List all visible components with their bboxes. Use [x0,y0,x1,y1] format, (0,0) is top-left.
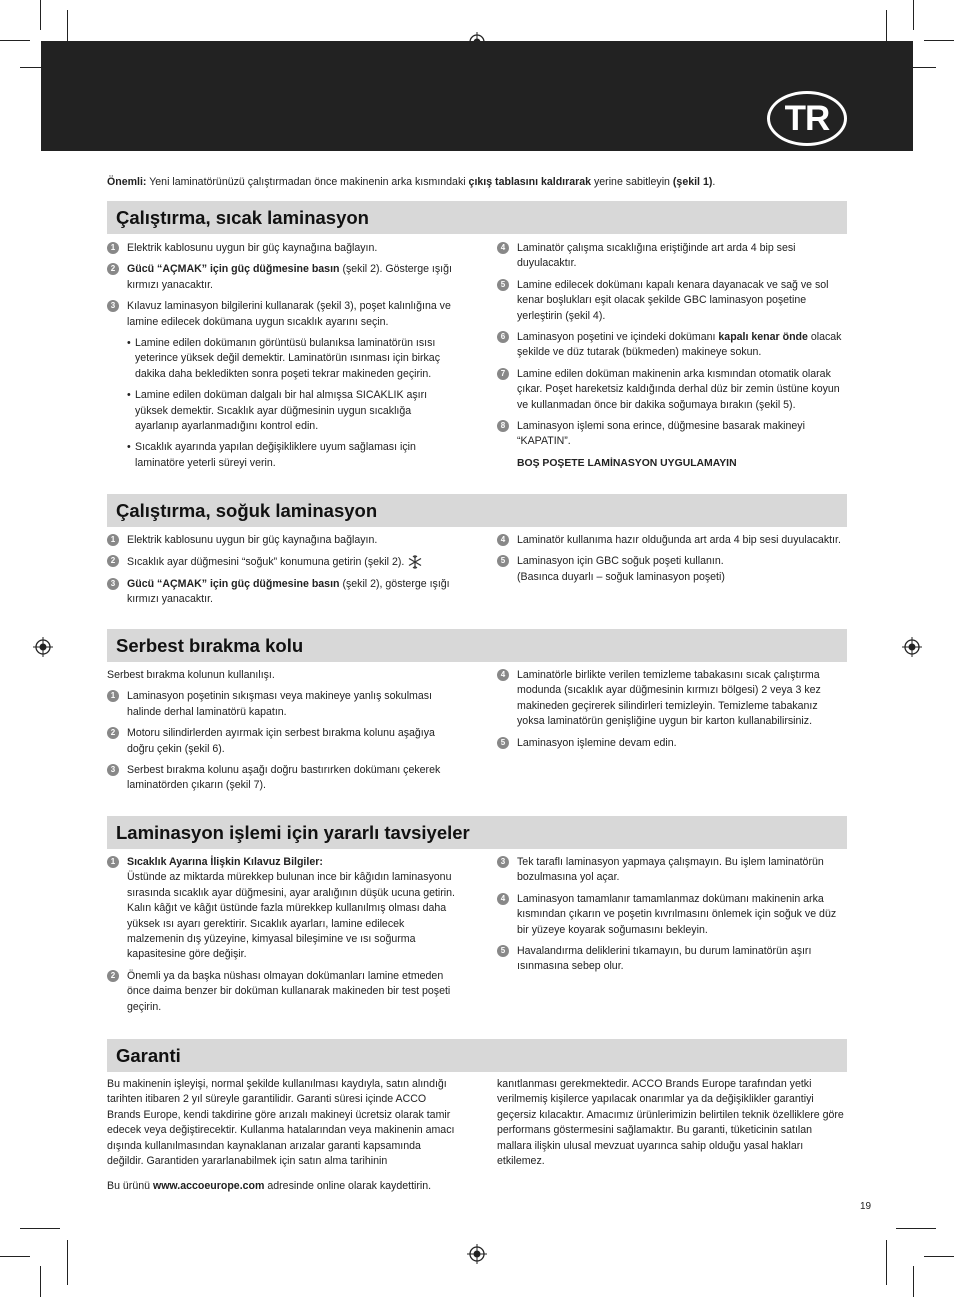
page-number: 19 [860,1201,872,1212]
bullet-item: • Sıcaklık ayarında yapılan değişikliklere uyum sağlaması için laminatöre yeterli süreyi verin. [107,440,457,471]
release-right-column [497,668,847,757]
list-item: 5 Havalandırma deliklerini tıkamayın, bu durum laminatörün aşırı ısınmasına sebep olur. [497,944,847,975]
list-item: 3 Serbest bırakma kolunu aşağı doğru bastırırken dokümanı çekerek laminatörden çıkarın (şekil 7). [107,763,457,794]
language-badge: TR [767,91,847,146]
list-item: 8 Laminasyon işlemi sona erince, düğmesine basarak makineyi “KAPATIN”. [497,419,847,450]
warranty-right-column [497,1077,847,1175]
registration-mark-icon [902,637,922,657]
list-item: 2 Gücü “AÇMAK” için güç düğmesine basın (şekil 2). Gösterge ışığı kırmızı yanacaktır. [107,262,457,293]
list-item: 3 Kılavuz laminasyon bilgilerini kullanarak (şekil 3), poşet kalınlığına ve lamine edilecek dokümana uygun sıcaklık ayarını seçin. [107,299,457,330]
bullet-item: • Lamine edilen dokümanın görüntüsü bulanıksa laminatörün ısısı yeterince yüksek değil demektir. Laminatörün ısınması için birkaç dakika daha bekledikten sonra poşeti tekrar makineden geçirin. [107,336,457,382]
registration-mark-icon [467,1244,487,1264]
crop-mark [0,40,30,41]
crop-mark [924,1256,954,1257]
list-item: 4 Laminatörle birlikte verilen temizleme tabakasını sıcak çalıştırma modunda (sıcaklık ayar düğmesinin kırmızı bölgesi) 2 veya 3 kez makineden geçirerek silindirleri temizleyin. Temizleme tabakanız yoksa laminatörün genişliğine uygun bir karton kullanabilirsiniz. [497,668,847,730]
list-item: 3 Gücü “AÇMAK” için güç düğmesine basın (şekil 2), gösterge ışığı kırmızı yanacaktır. [107,577,457,608]
cold-left-column [107,533,457,613]
hot-left-column [107,241,457,477]
cold-right-column [497,533,857,591]
tips-left-column [107,855,457,1021]
section-header-warranty: Garanti [107,1039,847,1072]
crop-mark [913,0,914,30]
website-link[interactable]: www.accoeurope.com [152,1180,265,1193]
list-item: 1 Laminasyon poşetinin sıkışması veya makineye yanlış sokulması halinde derhal laminatörü kapatın. [107,689,457,720]
snowflake-icon [407,554,423,570]
crop-mark [40,0,41,30]
registration-note: Bu ürünü www.accoeurope.com adresinde online olarak kaydettirin. [107,1180,432,1193]
list-item: 3 Tek taraflı laminasyon yapmaya çalışmayın. Bu işlem laminatörün bozulmasına yol açar. [497,855,847,886]
section-lead: Serbest bırakma kolunun kullanılışı. [107,669,275,681]
crop-mark [20,1228,60,1229]
registration-mark-icon [33,637,53,657]
list-item: 2 Sıcaklık ayar düğmesini “soğuk” konumuna getirin (şekil 2). [107,554,457,570]
list-item: 2 Önemli ya da başka nüshası olmayan dokümanları lamine etmeden önce daima benzer bir doküman kullanarak makineden bir test poşeti geçirin. [107,969,457,1015]
list-item: 4 Laminatör kullanıma hazır olduğunda art arda 4 bip sesi duyulacaktır. [497,533,857,548]
list-item: 7 Lamine edilen doküman makinenin arka kısmından otomatik olarak çıkar. Poşet hareketsiz kaldığında derhal düz bir zemin üstüne koyun ve kullanmadan önce bir dakika soğumaya bırakın (şekil 5). [497,367,847,413]
section-header-cold: Çalıştırma, soğuk laminasyon [107,494,847,527]
intro-note: Önemli: Yeni laminatörünüzü çalıştırmadan önce makinenin arka kısmındaki çıkış tablasını kaldırarak yerine sabitleyin (şekil 1). [107,176,716,188]
crop-mark [896,1228,936,1229]
section-header-hot: Çalıştırma, sıcak laminasyon [107,201,847,234]
list-item: 5 Laminasyon için GBC soğuk poşeti kullanın. (Basınca duyarlı – soğuk laminasyon poşeti) [497,554,857,585]
section-header-release: Serbest bırakma kolu [107,629,847,662]
hot-right-column [497,241,847,471]
crop-mark [886,1240,887,1285]
crop-mark [913,1266,914,1297]
list-item: 4 Laminatör çalışma sıcaklığına eriştiğinde art arda 4 bip sesi duyulacaktır. [497,241,847,272]
list-item: 1 Elektrik kablosunu uygun bir güç kaynağına bağlayın. [107,241,457,256]
bullet-item: • Lamine edilen doküman dalgalı bir hal almışsa SICAKLIK aşırı yüksek demektir. Sıcaklık ayar düğmesinin uygun sıcaklığa ayarlanıp ayarlanmadığını kontrol edin. [107,388,457,434]
section-header-tips: Laminasyon işlemi için yararlı tavsiyeler [107,816,847,849]
list-item: 2 Motoru silindirlerden ayırmak için serbest bırakma kolunu aşağıya doğru çekin (şekil 6). [107,726,457,757]
crop-mark [0,1256,30,1257]
list-item: 1 Elektrik kablosunu uygun bir güç kaynağına bağlayın. [107,533,457,548]
list-item: 5 Laminasyon işlemine devam edin. [497,736,847,751]
crop-mark [924,40,954,41]
list-item: 6 Laminasyon poşetini ve içindeki dokümanı kapalı kenar önde olacak şekilde ve düz tutarak (bükmeden) makineye sokun. [497,330,847,361]
list-item: 4 Laminasyon tamamlanır tamamlanmaz dokümanı makinenin arka kısmından çıkarın ve poşetin kıvrılmasını önlemek için soğuk ve düz bir yüzeye koyarak soğumasını bekleyin. [497,892,847,938]
warranty-left-column [107,1077,457,1201]
warranty-text: kanıtlanması gerekmektedir. ACCO Brands Europe tarafından yetki verilmemiş kişilerce yapılacak onarımlar ya da değişiklikler garantiyi geçersiz kılacaktır. Amacımız ürünlerimizin belirtilen teknik özelliklere göre performans göstermesini sağlamaktır. Bu garanti, tüketicinin satılan mallara ilişkin ulusal mevzuat uyarınca sahip olduğu yasal hakları etkilemez. [497,1078,844,1168]
tips-right-column [497,855,847,981]
list-item: 5 Lamine edilecek dokümanı kapalı kenara dayanacak ve sağ ve sol kenar boşlukları eşit olacak şekilde GBC laminasyon poşetine yerleştirin (şekil 4). [497,278,847,324]
warranty-text: Bu makinenin işleyişi, normal şekilde kullanılması kaydıyla, satın alındığı tarihten itibaren 2 yıl süreyle garantilidir. Garanti süresi içinde ACCO Brands Europe, kendi takdirine göre arızalı makineyi ücretsiz olarak tamir edecek veya değiştirecektir. Kullanma hatalarından veya makinenin amacı dışında kullanılmasından kaynaklanan arızalar garanti kapsamında değildir. Garantiden yararlanabilmek için satın alma tarihinin [107,1078,455,1168]
crop-mark [67,1240,68,1285]
release-left-column [107,668,457,800]
warning-text: BOŞ POŞETE LAMİNASYON UYGULAMAYIN [517,457,737,469]
list-item: 1 Sıcaklık Ayarına İlişkin Kılavuz Bilgiler: Üstünde az miktarda mürekkep bulunan ince bir kâğıdın laminasyonu sırasında sıcaklık ayar düğmesini, ayar aralığının düşük ucuna getirin. Kalın kâğıt ve kâğıt üstünde fazla mürekkep kullanılmış olması daha yüksek ısı ayarı gerektirir. Sıcaklık ayarları, lamine edilecek malzemenin dış yüzeyine, kimyasal bileşimine ve ısı soğurma kapasitesine göre değişir. [107,855,457,963]
crop-mark [40,1266,41,1297]
